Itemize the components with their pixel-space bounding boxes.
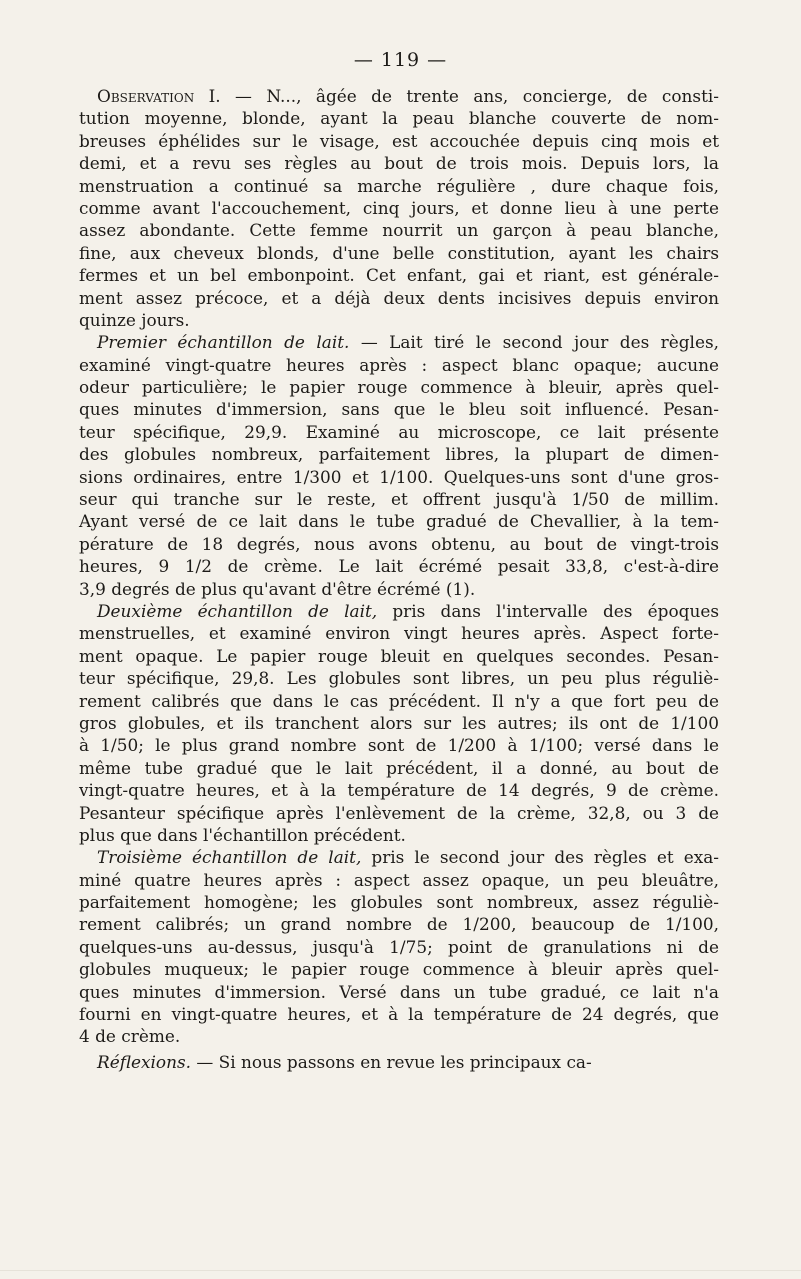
text-line: rement calibrés; un grand nombre de 1/200, beaucoup de 1/100, <box>79 914 719 935</box>
text-line: vingt-quatre heures, et à la température de 14 degrés, 9 de crème. <box>79 780 719 801</box>
text-line: plus que dans l'échantillon précédent. <box>79 824 406 845</box>
text-run: — N..., âgée de trente ans, concierge, de consti- <box>235 86 719 106</box>
text-line: examiné vingt-quatre heures après : aspect blanc opaque; aucune <box>79 354 719 375</box>
paragraph-reflections <box>79 1051 719 1073</box>
text-line: tution moyenne, blonde, ayant la peau blanche couverte de nom- <box>79 108 719 129</box>
paragraph-third-sample <box>79 846 719 1048</box>
page-edge <box>0 1270 801 1271</box>
second-sample-heading: Deuxième échantillon de lait, <box>97 600 378 621</box>
first-sample-heading: Premier échantillon de lait. <box>97 332 350 353</box>
text-line: globules muqueux; le papier rouge commence à bleuir après quel- <box>79 959 719 980</box>
text-line: des globules nombreux, parfaitement libres, la plupart de dimen- <box>79 444 719 465</box>
text-line <box>79 331 719 353</box>
paragraph-observation <box>79 85 719 331</box>
text-run: — Lait tiré le second jour des règles, <box>349 332 719 353</box>
text-line: miné quatre heures après : aspect assez opaque, un peu bleuâtre, <box>79 869 719 890</box>
text-line: gros globules, et ils tranchent alors sur les autres; ils ont de 1/100 <box>79 712 719 733</box>
text-line <box>79 1051 719 1073</box>
text-run: — Si nous passons en revue les principaux ca- <box>191 1051 592 1072</box>
text-line: ment assez précoce, et a déjà deux dents incisives depuis environ <box>79 287 719 308</box>
text-line: assez abondante. Cette femme nourrit un garçon à peau blanche, <box>79 220 719 241</box>
text-line: Pesanteur spécifique après l'enlèvement de la crème, 32,8, ou 3 de <box>79 802 719 823</box>
text-line: ques minutes d'immersion. Versé dans un tube gradué, ce lait n'a <box>79 981 719 1002</box>
text-line: 4 de crème. <box>79 1026 181 1047</box>
text-line: teur spécifique, 29,9. Examiné au microscope, ce lait présente <box>79 421 719 442</box>
text-line: demi, et a revu ses règles au bout de trois mois. Depuis lors, la <box>79 153 719 174</box>
text-line: même tube gradué que le lait précédent, il a donné, au bout de <box>79 757 719 778</box>
text-line: teur spécifique, 29,8. Les globules sont libres, un peu plus réguliè- <box>79 668 719 689</box>
text-line: menstruation a continué sa marche régulière , dure chaque fois, <box>79 175 719 196</box>
text-line: menstruelles, et examiné environ vingt heures après. Aspect forte- <box>79 623 719 644</box>
text-run: pris dans l'intervalle des époques <box>377 600 719 621</box>
text-line <box>79 85 719 107</box>
observation-heading: Observation I. <box>97 86 221 106</box>
text-run: pris le second jour des règles et exa- <box>361 847 719 868</box>
text-line: fermes et un bel embonpoint. Cet enfant, gai et riant, est générale- <box>79 265 719 286</box>
text-line: quelques-uns au-dessus, jusqu'à 1/75; point de granulations ni de <box>79 936 719 957</box>
reflections-heading: Réflexions. <box>97 1051 191 1072</box>
text-line: seur qui tranche sur le reste, et offrent jusqu'à 1/50 de millim. <box>79 489 719 510</box>
text-line: parfaitement homogène; les globules sont nombreux, assez réguliè- <box>79 892 719 913</box>
text-line: odeur particulière; le papier rouge commence à bleuir, après quel- <box>79 377 719 398</box>
text-line <box>79 600 719 622</box>
third-sample-heading: Troisième échantillon de lait, <box>97 847 362 868</box>
text-line: pérature de 18 degrés, nous avons obtenu, au bout de vingt-trois <box>79 533 719 554</box>
text-line: à 1/50; le plus grand nombre sont de 1/200 à 1/100; versé dans le <box>79 735 719 756</box>
paragraph-second-sample <box>79 600 719 846</box>
text-line: quinze jours. <box>79 309 190 330</box>
page-body <box>79 85 719 1073</box>
text-line: rement calibrés que dans le cas précédent. Il n'y a que fort peu de <box>79 690 719 711</box>
text-line: breuses éphélides sur le visage, est accouchée depuis cinq mois et <box>79 130 719 151</box>
text-line: Ayant versé de ce lait dans le tube gradué de Chevallier, à la tem- <box>79 511 719 532</box>
page-number: — 119 — <box>353 49 448 71</box>
text-line: fourni en vingt-quatre heures, et à la température de 24 degrés, que <box>79 1004 719 1025</box>
text-line: comme avant l'accouchement, cinq jours, et donne lieu à une perte <box>79 197 719 218</box>
text-line: ques minutes d'immersion, sans que le bleu soit influencé. Pesan- <box>79 399 719 420</box>
text-line: sions ordinaires, entre 1/300 et 1/100. Quelques-uns sont d'une gros- <box>79 466 719 487</box>
text-line: fine, aux cheveux blonds, d'une belle constitution, ayant les chairs <box>79 242 719 263</box>
paragraph-first-sample <box>79 331 719 600</box>
text-line <box>79 846 719 868</box>
text-line: heures, 9 1/2 de crème. Le lait écrémé pesait 33,8, c'est-à-dire <box>79 556 719 577</box>
text-line: 3,9 degrés de plus qu'avant d'être écrémé (1). <box>79 578 476 599</box>
text-line: ment opaque. Le papier rouge bleuit en quelques secondes. Pesan- <box>79 645 719 666</box>
